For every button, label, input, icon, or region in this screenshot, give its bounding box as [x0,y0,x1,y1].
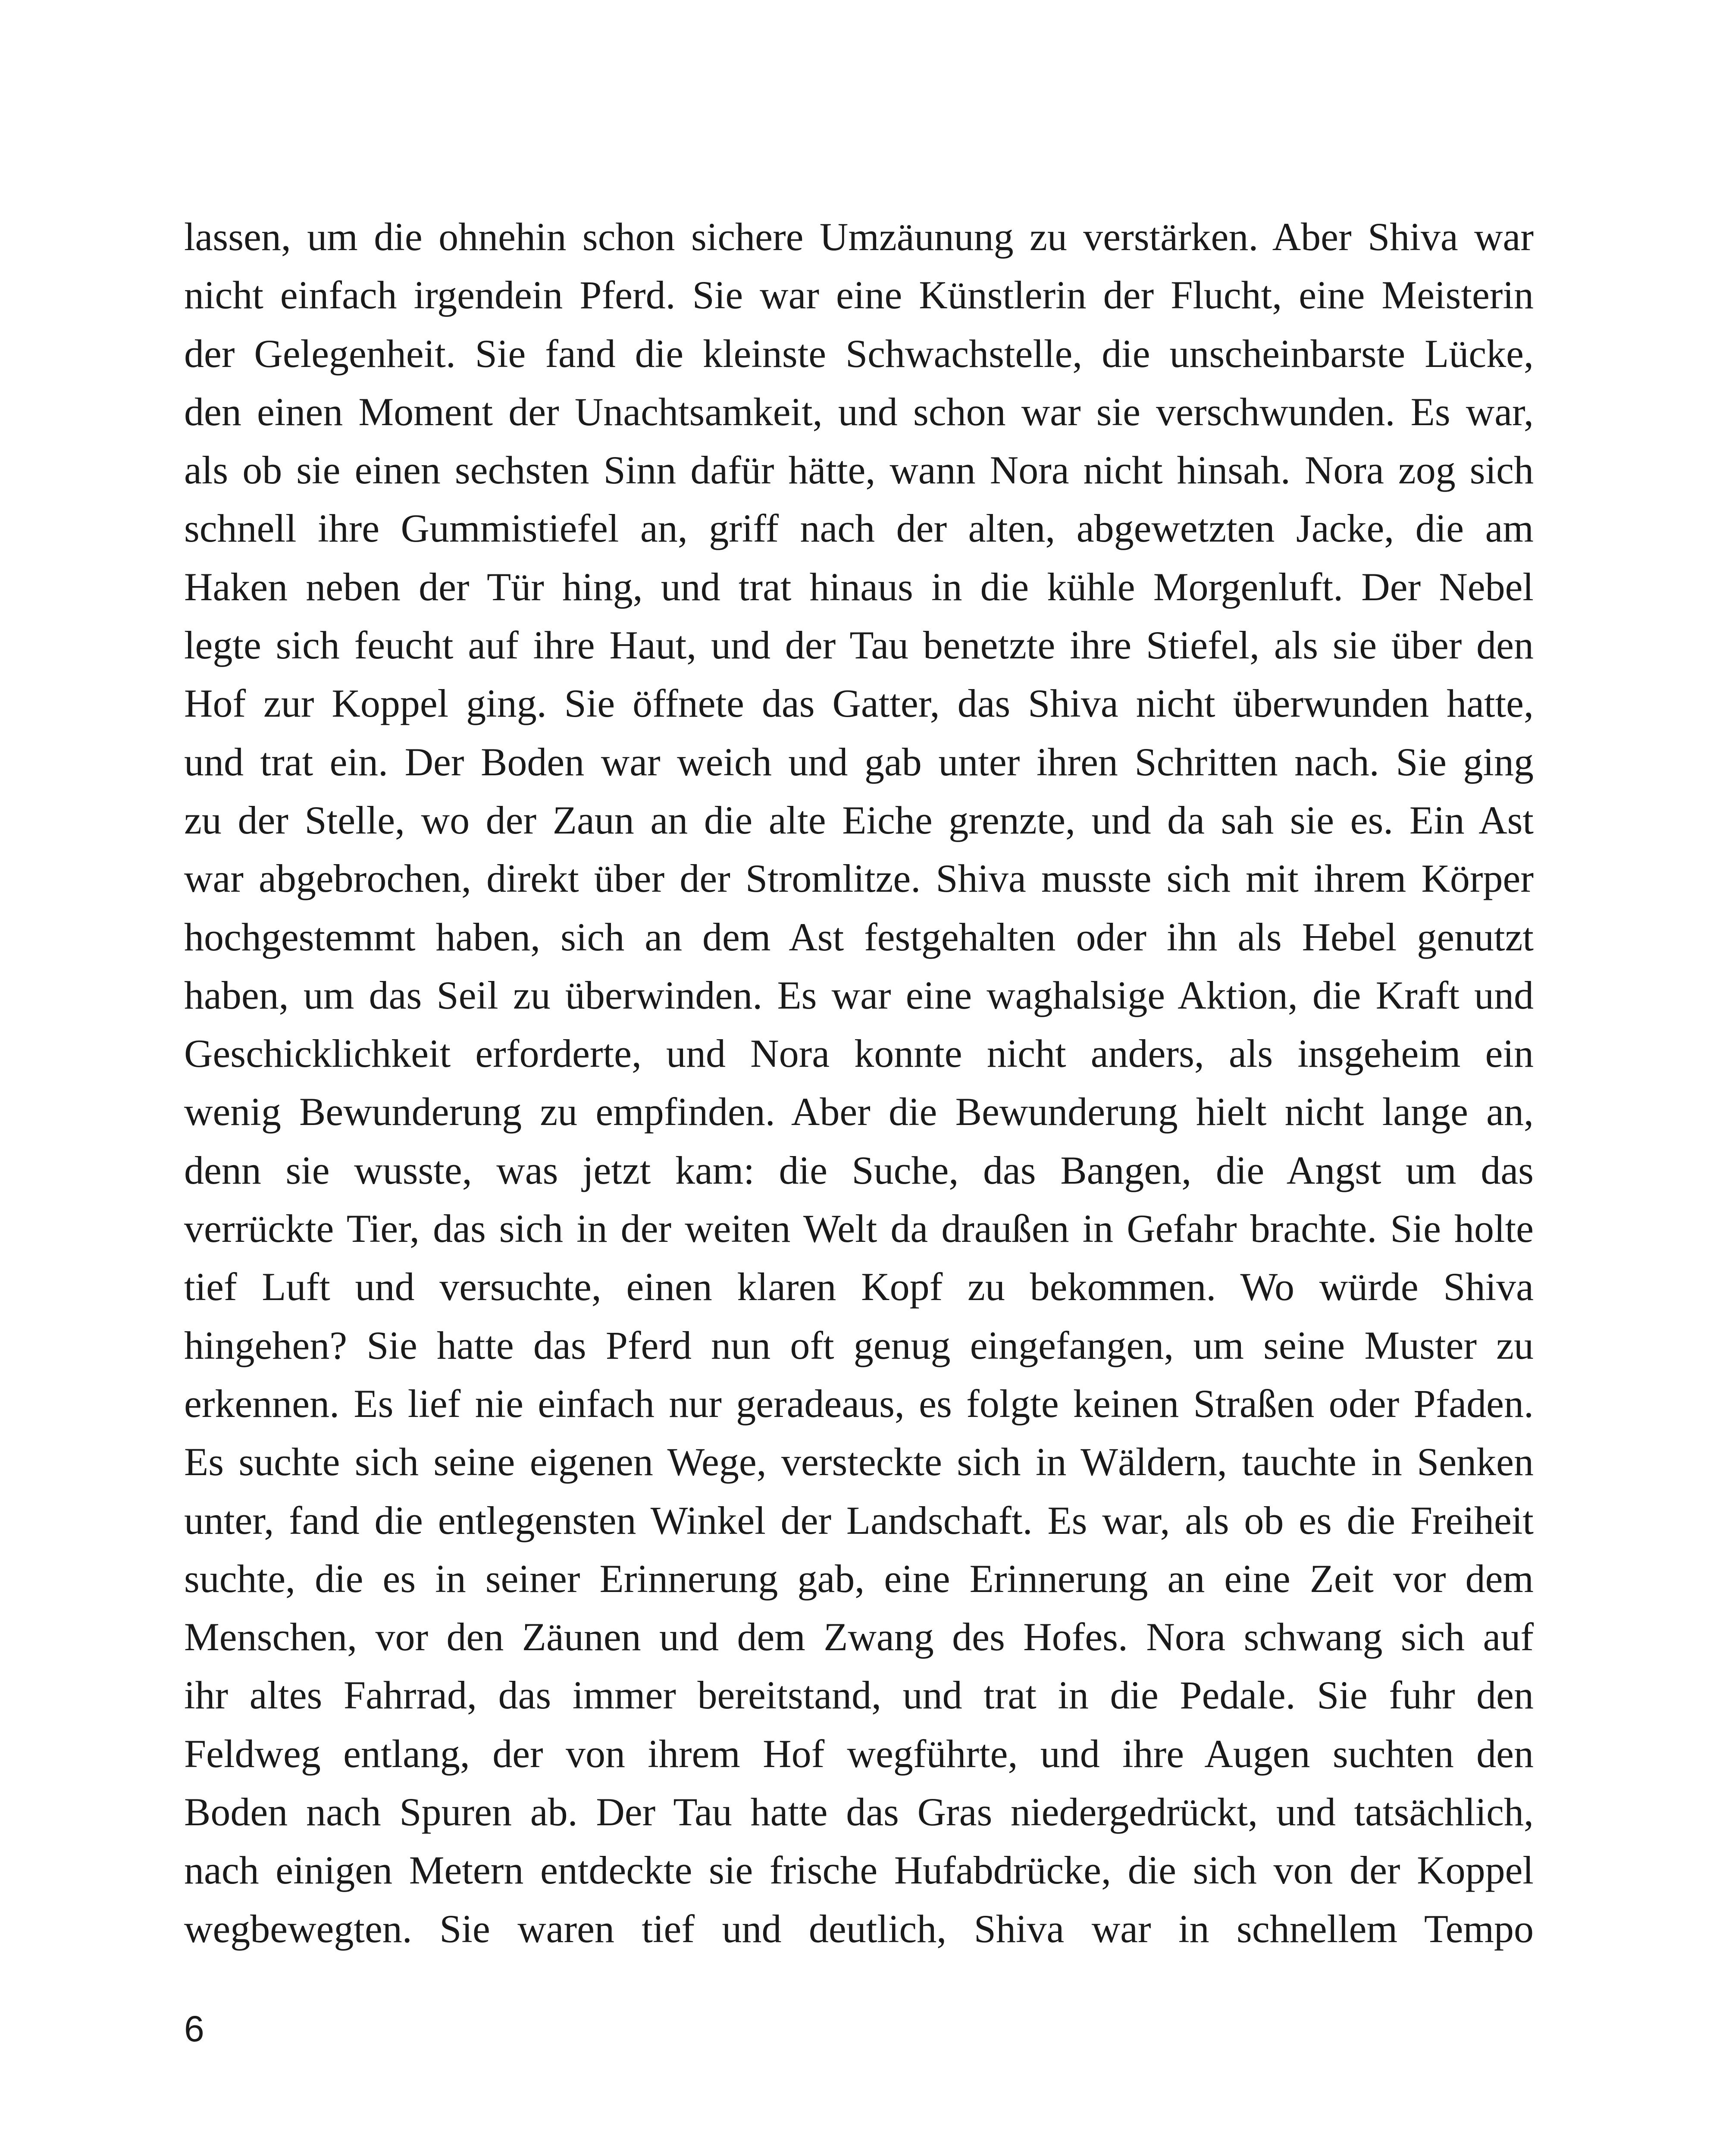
text-line: unter, fand die entlegensten Winkel der Landschaft. Es war, als ob es die Freiheit [184,1498,1534,1542]
text-line: lassen, um die ohnehin schon sichere Umzäunung zu verstärken. Aber Shiva war [184,215,1534,259]
text-line: denn sie wusste, was jetzt kam: die Suche, das Bangen, die Angst um das [184,1148,1534,1192]
text-line: nach einigen Metern entdeckte sie frische Hufabdrücke, die sich von der Koppel [184,1848,1534,1893]
text-line: verrückte Tier, das sich in der weiten Welt da draußen in Gefahr brachte. Sie holte [184,1206,1534,1251]
text-line: und trat ein. Der Boden war weich und gab unter ihren Schritten nach. Sie ging [184,740,1534,784]
text-line: hochgestemmt haben, sich an dem Ast festgehalten oder ihn als Hebel genutzt [184,915,1534,959]
text-line: Geschicklichkeit erforderte, und Nora konnte nicht anders, als insgeheim ein [184,1031,1534,1076]
text-line: den einen Moment der Unachtsamkeit, und schon war sie verschwunden. Es war, [184,389,1534,434]
page-number: 6 [184,2009,204,2049]
text-line: war abgebrochen, direkt über der Stromlitze. Shiva musste sich mit ihrem Körper [184,856,1534,901]
text-line: Feldweg entlang, der von ihrem Hof wegführte, und ihre Augen suchten den [184,1731,1534,1776]
text-line: zu der Stelle, wo der Zaun an die alte Eiche grenzte, und da sah sie es. Ein Ast [184,798,1534,842]
text-line: hingehen? Sie hatte das Pferd nun oft genug eingefangen, um seine Muster zu [184,1323,1534,1367]
text-line: als ob sie einen sechsten Sinn dafür hätte, wann Nora nicht hinsah. Nora zog sich [184,448,1534,492]
text-line: Hof zur Koppel ging. Sie öffnete das Gatter, das Shiva nicht überwunden hatte, [184,681,1534,726]
text-line: wenig Bewunderung zu empfinden. Aber die Bewunderung hielt nicht lange an, [184,1090,1534,1134]
text-line: Haken neben der Tür hing, und trat hinaus in die kühle Morgenluft. Der Nebel [184,564,1534,609]
text-line: ihr altes Fahrrad, das immer bereitstand, und trat in die Pedale. Sie fuhr den [184,1673,1534,1717]
text-line: tief Luft und versuchte, einen klaren Kopf zu bekommen. Wo würde Shiva [184,1265,1534,1309]
text-line: erkennen. Es lief nie einfach nur geradeaus, es folgte keinen Straßen oder Pfaden. [184,1381,1534,1426]
text-line: suchte, die es in seiner Erinnerung gab, eine Erinnerung an eine Zeit vor dem [184,1556,1534,1601]
text-line: wegbewegten. Sie waren tief und deutlich, Shiva war in schnellem Tempo [184,1906,1534,1951]
text-line: Boden nach Spuren ab. Der Tau hatte das Gras niedergedrückt, und tatsächlich, [184,1790,1534,1834]
text-line: nicht einfach irgendein Pferd. Sie war eine Künstlerin der Flucht, eine Meisterin [184,273,1534,317]
text-line: haben, um das Seil zu überwinden. Es war eine waghalsige Aktion, die Kraft und [184,973,1534,1017]
body-text [184,208,1534,1958]
text-line: Es suchte sich seine eigenen Wege, versteckte sich in Wäldern, tauchte in Senken [184,1440,1534,1484]
text-line: der Gelegenheit. Sie fand die kleinste Schwachstelle, die unscheinbarste Lücke, [184,331,1534,376]
text-line: schnell ihre Gummistiefel an, griff nach der alten, abgewetzten Jacke, die am [184,506,1534,551]
text-line: legte sich feucht auf ihre Haut, und der Tau benetzte ihre Stiefel, als sie über den [184,623,1534,667]
text-line: Menschen, vor den Zäunen und dem Zwang des Hofes. Nora schwang sich auf [184,1615,1534,1659]
